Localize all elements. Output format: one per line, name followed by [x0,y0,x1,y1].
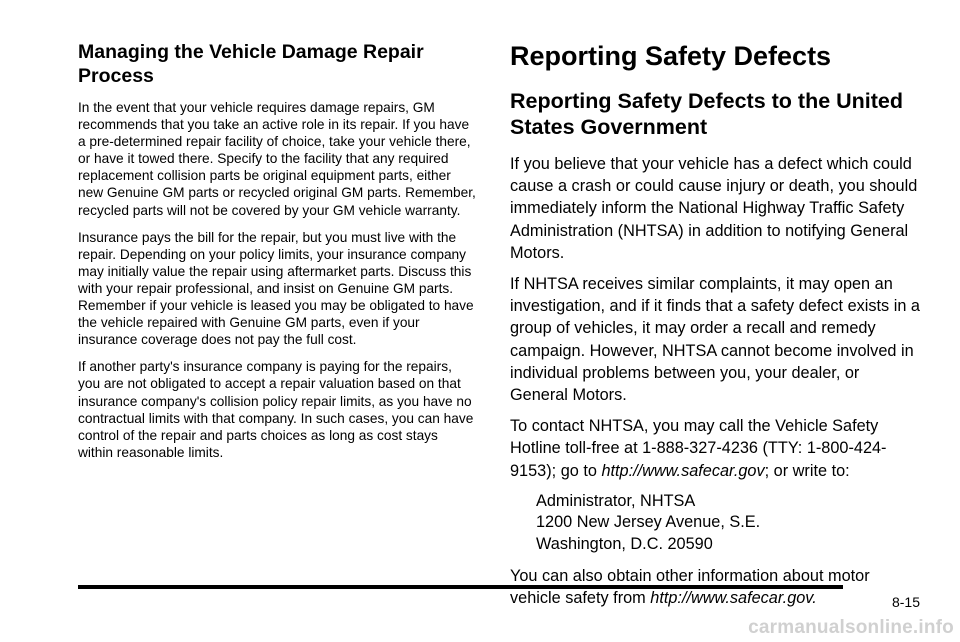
section-title: Reporting Safety Defects [510,41,832,71]
watermark: carmanualsonline.info [748,617,954,638]
damage-repair-paragraph-3: If another party's insurance company is paying for the repairs, you are not obligated to accept a repair valuation based on that insurance company's collision policy repair limits, as you have no contractual limits with that company. In such cases, you can have control of the repair and parts choices as long as cost stays within reasonable limits. [78,359,474,460]
safety-defects-subheading: Reporting Safety Defects to the United States Government [510,89,904,139]
left-column [78,40,476,471]
address-line-2: 1200 New Jersey Avenue, S.E. [536,513,761,532]
contact-text: To contact NHTSA, you may call the Vehicle Safety Hotline toll-free at 1-888-327-4236 (TTY: 1-800-424-9153); go to [510,417,887,480]
contact-text-end: ; or write to: [764,461,850,480]
right-column [510,40,920,618]
address-line-1: Administrator, NHTSA [536,491,696,510]
damage-repair-heading: Managing the Vehicle Damage Repair Process [78,41,424,87]
safecar-link[interactable]: http://www.safecar.gov [601,461,765,480]
footer-rule [78,585,843,589]
page-number: 8-15 [891,594,920,610]
more-info-text: You can also obtain other information about motor vehicle safety from [510,566,870,607]
damage-repair-paragraph-2: Insurance pays the bill for the repair, but you must live with the repair. Depending on your policy limits, your insurance company may initially value the repair using aftermarket parts. Discuss this with your repair professional, and insist on Genuine GM parts. Remember if your vehicle is leased you may be obligated to have the vehicle repaired with Genuine GM parts, even if your insurance coverage does not pay the full cost. [78,229,474,348]
safecar-link-2[interactable]: http://www.safecar.gov. [650,588,817,607]
address-line-3: Washington, D.C. 20590 [536,535,713,554]
safety-paragraph-2: If NHTSA receives similar complaints, it may open an investigation, and if it finds that a safety defect exists in a group of vehicles, it may order a recall and remedy campaign. However, NHTSA cannot become involved in individual problems between you, your dealer, or General Motors. [510,275,920,405]
safety-paragraph-1: If you believe that your vehicle has a defect which could cause a crash or could cause injury or death, you should immediately inform the National Highway Traffic Safety Administration (NHTSA) in addition to notifying General Motors. [510,155,918,262]
damage-repair-paragraph-1: In the event that your vehicle requires damage repairs, GM recommends that you take an active role in its repair. If you have a pre-determined repair facility of choice, take your vehicle there, or have it towed there. Specify to the facility that any required replacement collision parts be original equipment parts, either new Genuine GM parts or recycled original GM parts. Remember, recycled parts will not be covered by your GM vehicle warranty. [78,100,476,218]
mailing-address [510,491,920,556]
contact-paragraph [510,415,920,482]
